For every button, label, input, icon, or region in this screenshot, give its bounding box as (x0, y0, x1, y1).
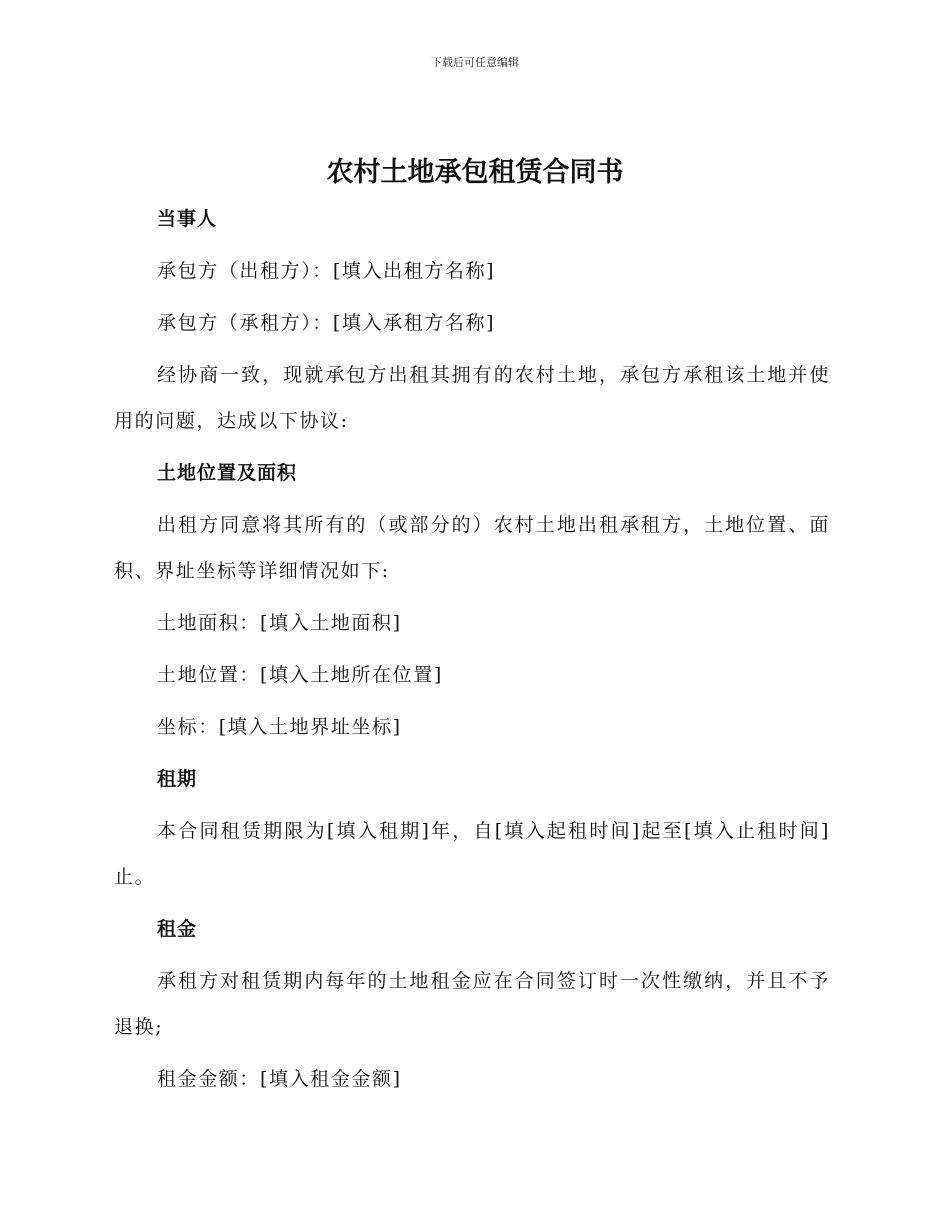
header-note: 下载后可任意编辑 (431, 56, 519, 69)
section-heading-parties: 当事人 (157, 208, 218, 230)
lessor-line: 承包方（出租方）：[填入出租方名称] (157, 260, 496, 282)
document-title: 农村土地承包租赁合同书 (326, 157, 624, 188)
document-body (114, 196, 830, 1108)
intro-paragraph: 经协商一致，现就承包方出租其拥有的农村土地，承包方承租该土地并使用的问题，达成以下协议: (114, 364, 830, 432)
rent-paragraph: 承租方对租赁期内每年的土地租金应在合同签订时一次性缴纳，并且不予退换; (114, 970, 830, 1038)
land-coords-line: 坐标：[填入土地界址坐标] (157, 716, 402, 738)
section-heading-rent: 租金 (157, 918, 198, 940)
location-intro-paragraph: 出租方同意将其所有的（或部分的）农村土地出租承租方，土地位置、面积、界址坐标等详细情况如下: (114, 514, 830, 582)
section-heading-location: 土地位置及面积 (157, 462, 298, 484)
rent-amount-line: 租金金额：[填入租金金额] (157, 1068, 402, 1090)
section-heading-term: 租期 (157, 768, 198, 790)
land-position-line: 土地位置：[填入土地所在位置] (157, 664, 443, 686)
term-paragraph: 本合同租赁期限为[填入租期]年，自[填入起租时间]起至[填入止租时间]止。 (114, 820, 830, 888)
land-area-line: 土地面积：[填入土地面积] (157, 612, 402, 634)
lessee-line: 承包方（承租方）：[填入承租方名称] (157, 312, 496, 334)
